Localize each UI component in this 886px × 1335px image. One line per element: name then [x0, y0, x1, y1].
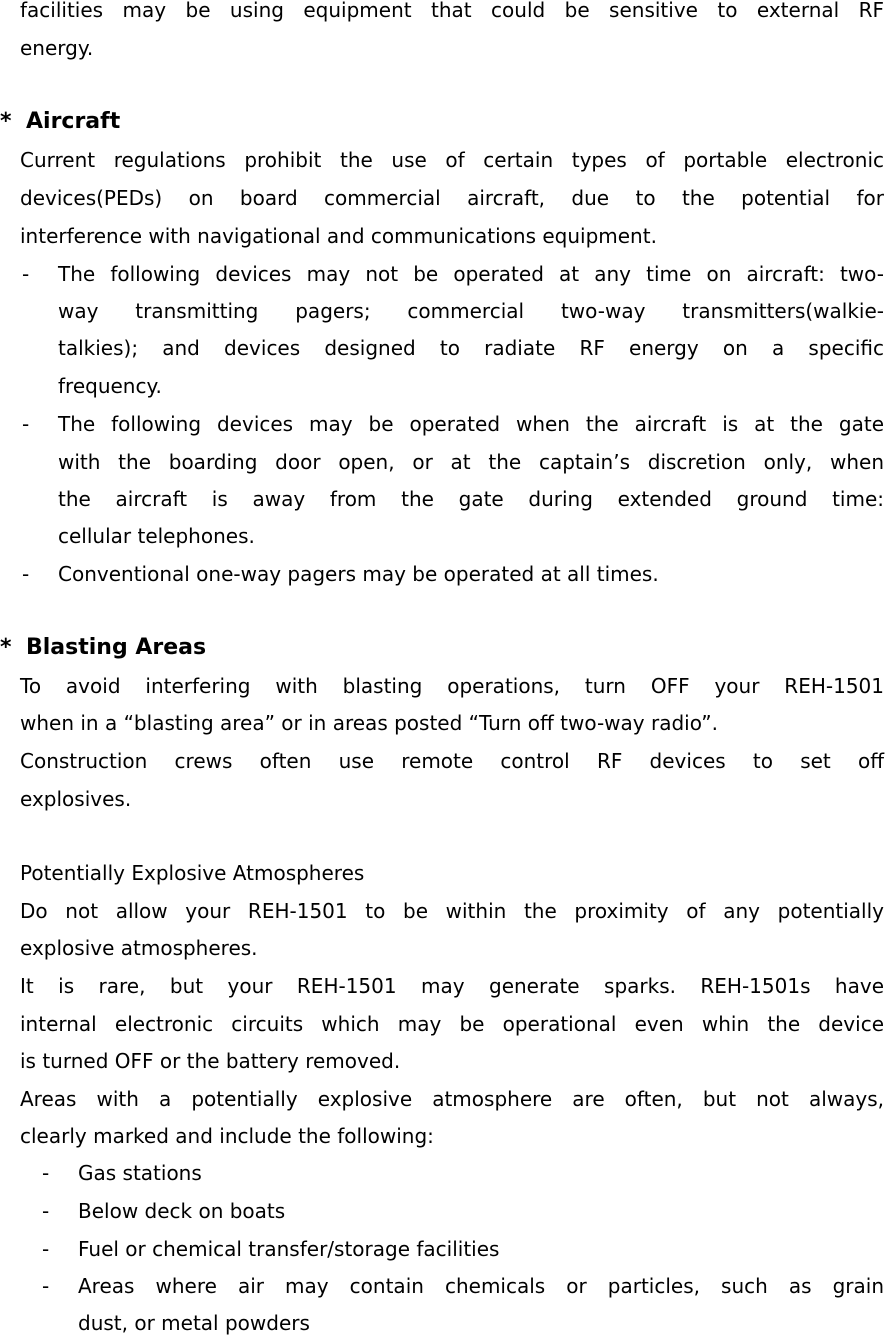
explosive-para-line: It is rare, but your REH-1501 may generate sparks. REH-1501s have: [20, 974, 884, 998]
explosive-para-line: Areas with a potentially explosive atmosphere are often, but not always,: [20, 1087, 884, 1111]
aircraft-item-line: the aircraft is away from the gate during extended ground time:: [58, 487, 884, 511]
aircraft-item-line: cellular telephones.: [58, 524, 255, 548]
explosive-list-item: Below deck on boats: [78, 1199, 286, 1223]
explosive-heading: Potentially Explosive Atmospheres: [20, 861, 365, 885]
aircraft-item-line: frequency.: [58, 374, 162, 398]
explosive-list-item: dust, or metal powders: [78, 1311, 310, 1335]
aircraft-bullet: *: [0, 109, 12, 134]
explosive-para-line: internal electronic circuits which may be operational even whin the device: [20, 1012, 884, 1036]
list-dash: -: [42, 1161, 50, 1185]
aircraft-item-line: talkies); and devices designed to radiate RF energy on a specific: [58, 336, 884, 360]
intro-line: facilities may be using equipment that could be sensitive to external RF: [20, 0, 884, 22]
explosive-list-item: Areas where air may contain chemicals or particles, such as grain: [78, 1274, 884, 1298]
aircraft-para-line: interference with navigational and communications equipment.: [20, 224, 657, 248]
aircraft-item-line: Conventional one-way pagers may be operated at all times.: [58, 562, 659, 586]
blasting-para-line: explosives.: [20, 787, 132, 811]
blasting-para-line: when in a “blasting area” or in areas posted “Turn off two-way radio”.: [20, 711, 718, 735]
blasting-heading: Blasting Areas: [26, 635, 207, 660]
aircraft-item-line: way transmitting pagers; commercial two-way transmitters(walkie-: [58, 299, 884, 323]
aircraft-item-line: with the boarding door open, or at the captain’s discretion only, when: [58, 450, 884, 474]
explosive-para-line: explosive atmospheres.: [20, 936, 258, 960]
list-dash: -: [42, 1237, 50, 1261]
explosive-list-item: Fuel or chemical transfer/storage facilities: [78, 1237, 500, 1261]
list-dash: -: [22, 412, 30, 436]
blasting-para-line: Construction crews often use remote control RF devices to set off: [20, 749, 884, 773]
aircraft-para-line: Current regulations prohibit the use of certain types of portable electronic: [20, 148, 884, 172]
explosive-para-line: Do not allow your REH-1501 to be within the proximity of any potentially: [20, 899, 884, 923]
aircraft-heading: Aircraft: [26, 109, 121, 134]
explosive-para-line: clearly marked and include the following:: [20, 1124, 434, 1148]
list-dash: -: [42, 1199, 50, 1223]
aircraft-para-line: devices(PEDs) on board commercial aircraft, due to the potential for: [20, 186, 884, 210]
list-dash: -: [22, 562, 30, 586]
explosive-para-line: is turned OFF or the battery removed.: [20, 1049, 401, 1073]
blasting-bullet: *: [0, 635, 12, 660]
list-dash: -: [22, 262, 30, 286]
explosive-list-item: Gas stations: [78, 1161, 202, 1185]
aircraft-item-line: The following devices may not be operated at any time on aircraft: two-: [58, 262, 884, 286]
blasting-para-line: To avoid interfering with blasting operations, turn OFF your REH-1501: [20, 674, 884, 698]
aircraft-item-line: The following devices may be operated when the aircraft is at the gate: [58, 412, 884, 436]
list-dash: -: [42, 1274, 50, 1298]
intro-line: energy.: [20, 36, 94, 60]
